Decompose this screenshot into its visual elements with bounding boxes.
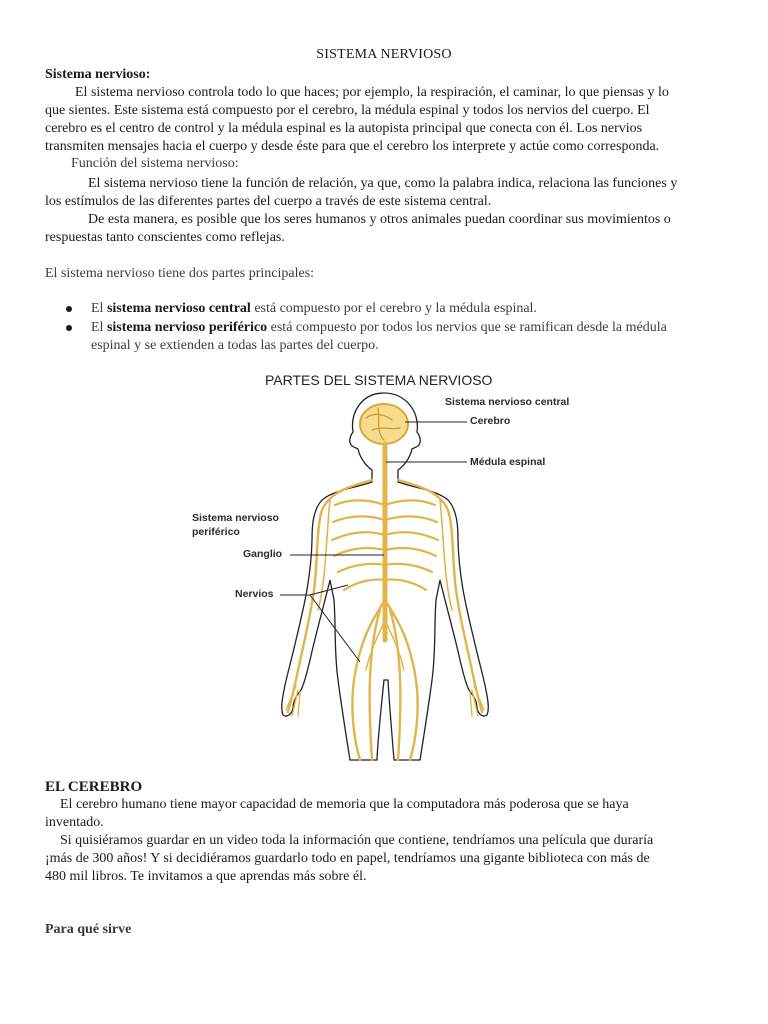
document-title: SISTEMA NERVIOSO (316, 47, 452, 62)
paragraph-line: cerebro es el centro de control y la médula espinal es la autopista principal que conecta con él. Los nervios (45, 121, 643, 136)
label-periferico-1: Sistema nervioso (192, 512, 279, 524)
paragraph-line: Si quisiéramos guardar en un video toda la información que contiene, tendríamos una película que duraría (60, 833, 654, 848)
label-sistema-central: Sistema nervioso central (445, 396, 570, 408)
label-cerebro: Cerebro (470, 415, 511, 427)
paragraph-line: El cerebro humano tiene mayor capacidad de memoria que la computadora más poderosa que se haya (60, 797, 629, 812)
label-medula-espinal: Médula espinal (470, 456, 546, 468)
bullet-text: El sistema nervioso periférico está compuesto por todos los nervios que se ramifican desde la médula (91, 320, 667, 335)
paragraph-line: 480 mil libros. Te invitamos a que aprendas más sobre él. (45, 869, 367, 884)
nervous-system-diagram (180, 388, 550, 768)
paragraph-line: El sistema nervioso controla todo lo que haces; por ejemplo, la respiración, el caminar, lo que piensas y lo (75, 85, 669, 100)
bullet-text-continuation: espinal y se extienden a todas las partes del cuerpo. (91, 338, 379, 353)
paragraph-line: El sistema nervioso tiene la función de relación, ya que, como la palabra indica, relaciona las funciones y (88, 176, 678, 191)
bullet-icon (66, 325, 72, 331)
label-nervios: Nervios (235, 588, 274, 600)
bullet-icon (66, 306, 72, 312)
figure-title: PARTES DEL SISTEMA NERVIOSO (265, 372, 493, 388)
nerve-network (286, 404, 484, 760)
paragraph-line: que sientes. Este sistema está compuesto por el cerebro, la médula espinal y todos los nervios del cuerpo. El (45, 103, 650, 118)
paragraph-line: inventado. (45, 815, 104, 830)
section-heading: Sistema nervioso: (45, 67, 151, 82)
paragraph-line: transmiten mensajes hacia el cuerpo y desde éste para que el cerebro los interprete y actúe como corresponda. (45, 139, 660, 154)
label-ganglio: Ganglio (243, 548, 283, 560)
bullet-text: El sistema nervioso central está compuesto por el cerebro y la médula espinal. (91, 301, 537, 316)
label-periferico-2: periférico (192, 526, 240, 538)
paragraph-line: los estímulos de las diferentes partes del cuerpo a través de este sistema central. (45, 194, 492, 209)
funcion-heading: Función del sistema nervioso: (71, 156, 239, 171)
cerebro-heading: EL CEREBRO (45, 779, 143, 795)
paragraph-line: ¡más de 300 años! Y si decidiéramos guardarlo todo en papel, tendríamos una gigante biblioteca con más de (45, 851, 650, 866)
paragraph-line: respuestas tanto conscientes como reflejas. (45, 230, 285, 245)
para-que-sirve-heading: Para qué sirve (45, 922, 132, 937)
paragraph-line: De esta manera, es posible que los seres humanos y otros animales puedan coordinar sus movimientos o (88, 212, 671, 227)
partes-intro: El sistema nervioso tiene dos partes principales: (45, 266, 315, 281)
